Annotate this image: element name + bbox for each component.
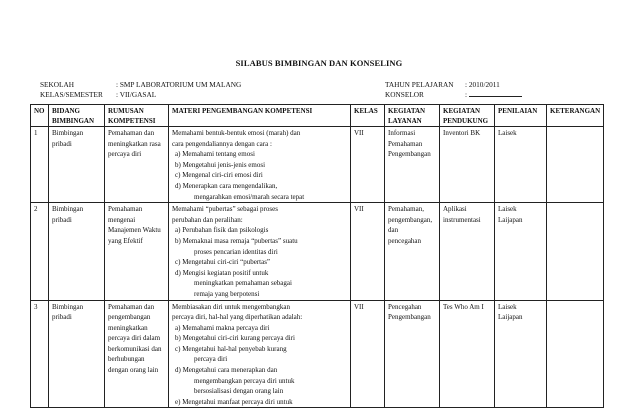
cell-bidang [49, 203, 105, 300]
materi-item: a) Memahami tentang emosi [175, 150, 255, 159]
cell-bidang-line: pribadi [52, 139, 72, 148]
cell-kegiatan-pendukung-line: Tes Who Am I [443, 302, 484, 311]
header-no: NO [31, 105, 49, 127]
sekolah-label: SEKOLAH [40, 80, 75, 89]
cell-kegiatan-pendukung [440, 127, 495, 203]
cell-materi [169, 300, 351, 408]
table-row [31, 127, 604, 203]
materi-item-continuation: remaja yang berpotensi [194, 289, 260, 298]
kelas-semester-label: KELAS/SEMESTER [40, 90, 103, 99]
cell-kegiatan-layanan [385, 300, 440, 408]
cell-kegiatan-layanan-line: pencegahan [388, 236, 422, 245]
cell-rumusan-line: pengembangan [108, 313, 151, 322]
cell-rumusan-line: yang Efektif [108, 236, 143, 245]
materi-item-continuation: proses pencarian identitas diri [194, 247, 278, 256]
header-kegiatan-layanan: KEGIATAN LAYANAN [385, 105, 440, 127]
cell-kegiatan-pendukung-line: Inventori BK [443, 129, 481, 137]
cell-rumusan-line: Pemahaman dan [108, 302, 155, 311]
cell-rumusan-line: percaya diri [108, 150, 142, 159]
cell-rumusan [105, 203, 169, 300]
cell-bidang-line: Bimbingan [52, 129, 84, 137]
cell-rumusan-line: Pemahaman [108, 205, 143, 214]
header-kegiatan-pendukung: KEGIATAN PENDUKUNG [440, 105, 495, 127]
cell-rumusan-line: berkomunikasi dan [108, 344, 162, 353]
cell-kegiatan-pendukung [440, 203, 495, 300]
materi-item: c) Mengetahui hal-hal penyebab kurang [175, 344, 287, 353]
cell-kegiatan-layanan-line: Pemahaman [388, 139, 423, 148]
cell-penilaian-line: Laijapan [498, 313, 523, 322]
header-keterangan: KETERANGAN [547, 105, 604, 127]
materi-intro-line: Memahami bentuk-bentuk emosi (marah) dan [172, 129, 301, 137]
cell-keterangan [547, 300, 604, 408]
cell-penilaian [495, 127, 547, 203]
materi-item: b) Mengetahui jenis-jenis emosi [175, 160, 266, 169]
cell-materi [169, 203, 351, 300]
cell-materi [169, 127, 351, 203]
materi-item: e) Mengetahui manfaat percaya diri untuk [175, 397, 293, 406]
cell-rumusan-line: percaya diri dalam [108, 334, 161, 343]
materi-item: d) Mengetahui cara menerapkan dan [175, 366, 278, 375]
table-header-row [31, 105, 604, 127]
materi-item: b) Mengetahui ciri-ciri kurang percaya diri [175, 334, 295, 343]
header-bidang: BIDANG BIMBINGAN [49, 105, 105, 127]
tahun-pelajaran-label: TAHUN PELAJARAN [385, 80, 454, 89]
cell-kegiatan-pendukung-line: Aplikasi [443, 205, 467, 214]
cell-kegiatan-layanan-line: dan [388, 226, 399, 235]
cell-no: 3 [31, 300, 49, 408]
cell-kegiatan-pendukung [440, 300, 495, 408]
cell-penilaian-line: Laijapan [498, 215, 523, 224]
materi-item-continuation: mengarahkan emosi/marah secara tepat [194, 192, 305, 201]
header-penilaian: PENILAIAN [495, 105, 547, 127]
cell-bidang-line: pribadi [52, 215, 72, 224]
tahun-pelajaran-value: : 2010/2011 [465, 80, 500, 89]
cell-rumusan-line: meningkatkan rasa [108, 139, 161, 148]
materi-item: a) Perubahan fisik dan psikologis [175, 226, 269, 235]
cell-rumusan-line: Manajemen Waktu [108, 226, 161, 235]
kelas-semester-value: : VII/GASAL [116, 90, 157, 99]
cell-bidang-line: Bimbingan [52, 205, 84, 214]
materi-item: d) Mengisi kegiatan positif untuk [175, 268, 269, 277]
cell-kegiatan-layanan-line: Pemahaman, [388, 205, 424, 214]
cell-penilaian-line: Laisek [498, 205, 517, 214]
cell-rumusan-line: mengenai [108, 215, 136, 224]
konselor-blank-line [469, 90, 522, 97]
materi-item: b) Memaknai masa remaja “pubertas” suatu [175, 236, 298, 245]
table-row [31, 300, 604, 408]
table-row [31, 203, 604, 300]
cell-bidang [49, 300, 105, 408]
meta-left [40, 80, 241, 100]
cell-kegiatan-layanan-line: Pencegahan [388, 302, 422, 311]
cell-penilaian [495, 203, 547, 300]
cell-kegiatan-layanan [385, 203, 440, 300]
materi-intro-line: perubahan dan peralihan: [172, 215, 243, 224]
cell-penilaian-line: Laisek [498, 129, 517, 137]
materi-intro-line: cara pengendaliannya dengan cara : [172, 139, 272, 148]
cell-bidang-line: pribadi [52, 313, 72, 322]
cell-penilaian-line: Laisek [498, 302, 517, 311]
cell-kegiatan-layanan-line: Pengembangan [388, 150, 431, 159]
cell-rumusan [105, 127, 169, 203]
konselor-value: : [465, 90, 468, 99]
cell-rumusan [105, 300, 169, 408]
header-kelas: KELAS [351, 105, 385, 127]
materi-item: c) Mengetahui ciri-ciri “pubertas” [175, 258, 271, 267]
cell-kegiatan-layanan-line: Pengembangan [388, 313, 431, 322]
materi-item-continuation: percaya diri [194, 355, 228, 364]
cell-kelas: VII [351, 127, 385, 203]
cell-rumusan-line: berhubungan [108, 355, 145, 364]
cell-rumusan-line: meningkatkan [108, 323, 148, 332]
cell-kegiatan-pendukung-line: instrumentasi [443, 215, 481, 224]
materi-item: c) Mengenal ciri-ciri emosi diri [175, 171, 263, 180]
cell-kegiatan-layanan [385, 127, 440, 203]
header-rumusan: RUMUSAN KOMPETENSI [105, 105, 169, 127]
cell-bidang [49, 127, 105, 203]
cell-no: 2 [31, 203, 49, 300]
materi-item: d) Menerapkan cara mengendalikan, [175, 181, 278, 190]
materi-item: a) Memahami makna percaya diri [175, 323, 270, 332]
silabus-table [30, 104, 604, 408]
cell-rumusan-line: Pemahaman dan [108, 129, 155, 137]
cell-keterangan [547, 203, 604, 300]
header-materi: MATERI PENGEMBANGAN KOMPETENSI [169, 105, 351, 127]
materi-intro-line: Memahami “pubertas” sebagai proses [172, 205, 278, 214]
cell-no: 1 [31, 127, 49, 203]
cell-kegiatan-layanan-line: Informasi [388, 129, 416, 137]
cell-bidang-line: Bimbingan [52, 302, 84, 311]
materi-item-continuation: mengembangkan percaya diri untuk [194, 376, 295, 385]
materi-item-continuation: bersosialisasi dengan orang lain [194, 387, 284, 396]
materi-intro-line: percaya diri, hal-hal yang diperhatikan adalah: [172, 313, 303, 322]
materi-intro-line: Membiasakan diri untuk mengembangkan [172, 302, 290, 311]
konselor-label: KONSELOR [385, 90, 424, 99]
cell-kelas: VII [351, 203, 385, 300]
cell-kelas: VII [351, 300, 385, 408]
cell-kegiatan-layanan-line: pengembangan, [388, 215, 433, 224]
meta-right [385, 80, 522, 100]
cell-penilaian [495, 300, 547, 408]
cell-keterangan [547, 127, 604, 203]
sekolah-value: : SMP LABORATORIUM UM MALANG [116, 80, 242, 89]
cell-rumusan-line: dengan orang lain [108, 366, 159, 375]
materi-item-continuation: meningkatkan pemahaman sebagai [194, 279, 292, 288]
document-title: SILABUS BIMBINGAN DAN KONSELING [235, 58, 403, 68]
